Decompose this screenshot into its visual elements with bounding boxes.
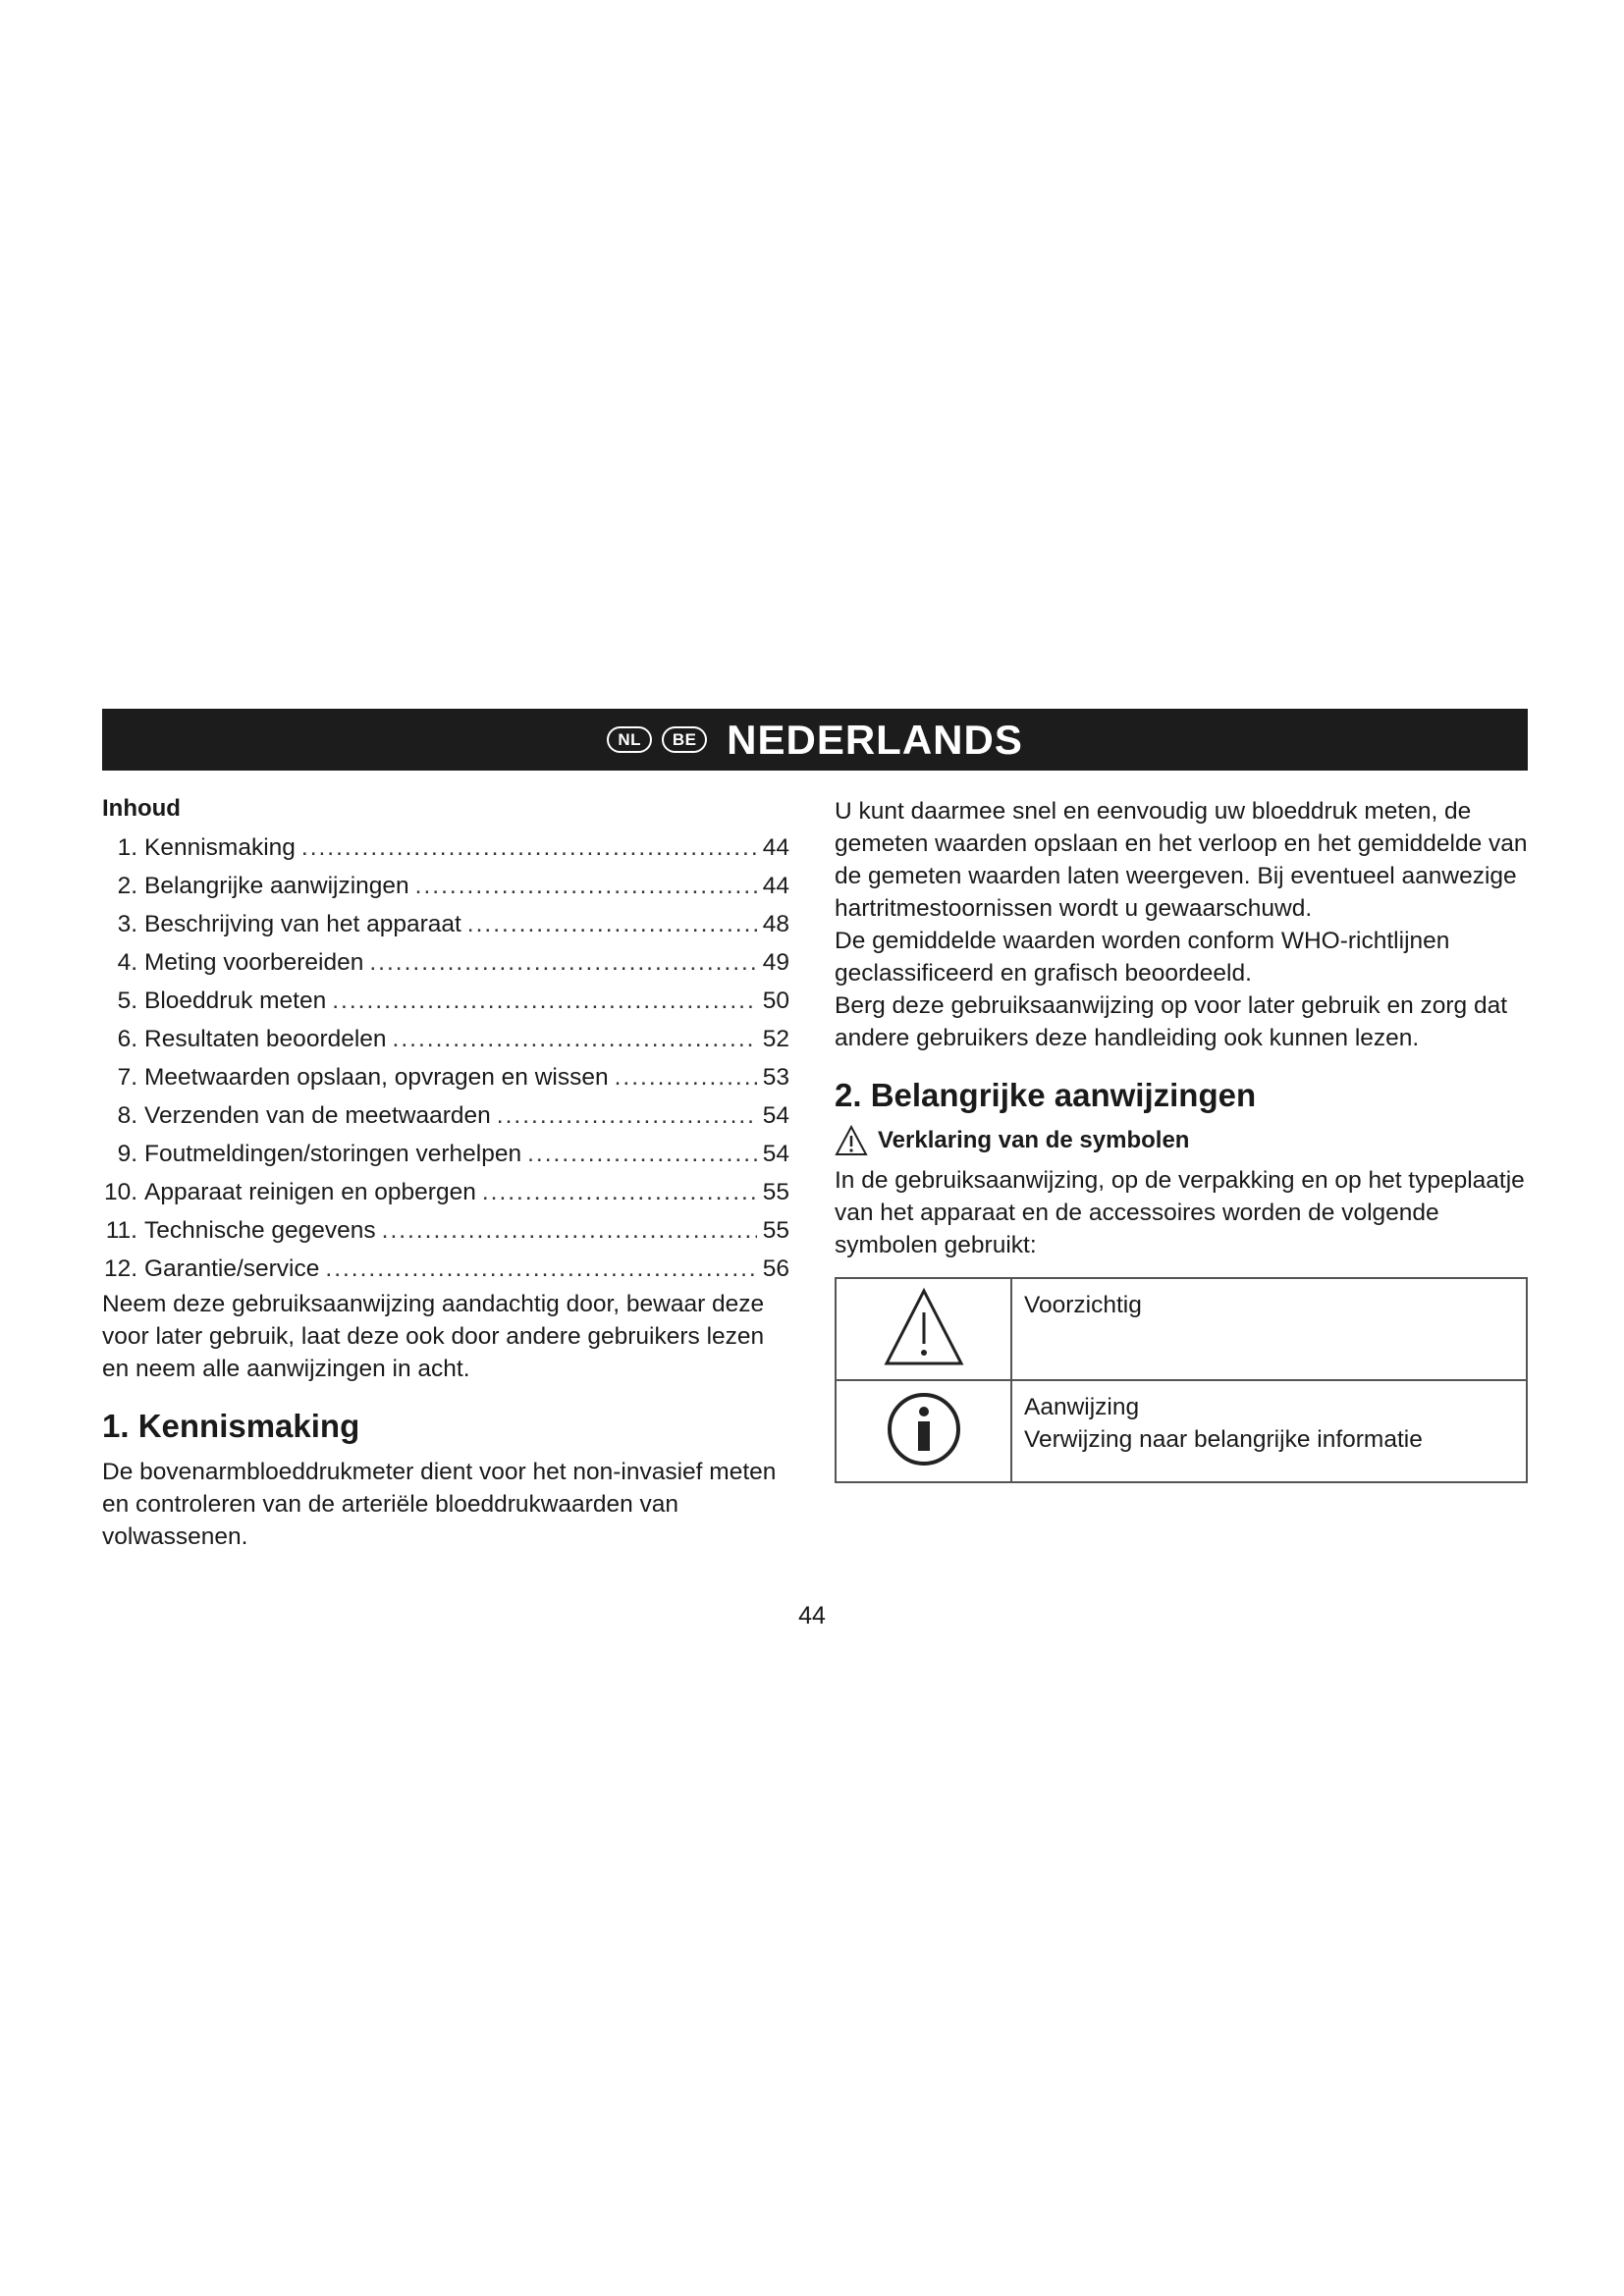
section-1-text: De bovenarmbloeddrukmeter dient voor het non-invasief meten en controleren van de arteriële bloeddrukwaarden van volwassenen. xyxy=(102,1459,777,1550)
toc-item: 2. Belangrijke aanwijzingen ..... 44 xyxy=(102,867,789,905)
intro-paragraph: Neem deze gebruiksaanwijzing aandachtig door, bewaar deze voor later gebruik, laat deze ook door andere gebruikers lezen en neem alle aanwijzingen in acht. xyxy=(102,1291,765,1382)
banner-title: NEDERLANDS xyxy=(727,716,1023,763)
section-1-title: 1. Kennismaking xyxy=(102,1408,360,1444)
toc-item: 6. Resultaten beoordelen ..... 52 xyxy=(102,1020,789,1058)
page-number: 44 xyxy=(798,1602,826,1629)
toc-item: 11. Technische gegevens ..... 55 xyxy=(102,1211,789,1250)
section-2-text: In de gebruiksaanwijzing, op de verpakking en op het typeplaatje van het apparaat en de accessoires worden de volgende symbolen gebruikt: xyxy=(835,1167,1525,1258)
nl-badge: NL xyxy=(607,726,652,753)
right-paragraph-1: U kunt daarmee snel en eenvoudig uw bloeddruk meten, de gemeten waarden opslaan en het verloop en het gemiddelde van de gemeten waarden laten weergeven. Bij eventueel aanwezige hartritmestoornissen wordt u gewaarschuwd. xyxy=(835,798,1528,922)
symbols-subtitle: Verklaring van de symbolen xyxy=(878,1127,1190,1153)
right-paragraph-3: Berg deze gebruiksaanwijzing op voor later gebruik en zorg dat andere gebruikers deze handleiding ook kunnen lezen. xyxy=(835,992,1508,1051)
language-banner xyxy=(102,709,1528,771)
table-of-contents xyxy=(102,828,789,1288)
toc-item: 12. Garantie/service ..... 56 xyxy=(102,1250,789,1288)
toc-item: 1. Kennismaking ..... 44 xyxy=(102,828,789,867)
section-2-title: 2. Belangrijke aanwijzingen xyxy=(835,1077,1257,1113)
symbol-desc: Verwijzing naar belangrijke informatie xyxy=(1024,1426,1423,1453)
toc-item: 9. Foutmeldingen/storingen verhelpen ..... 54 xyxy=(102,1135,789,1173)
symbol-cell xyxy=(836,1278,1011,1380)
warning-triangle-icon xyxy=(835,1125,868,1156)
toc-item: 3. Beschrijving van het apparaat ..... 48 xyxy=(102,905,789,943)
left-column xyxy=(102,795,789,1553)
right-column xyxy=(835,795,1528,1483)
be-badge: BE xyxy=(662,726,707,753)
symbol-title: Voorzichtig xyxy=(1024,1292,1142,1318)
symbol-title: Aanwijzing xyxy=(1024,1394,1140,1420)
toc-item: 10. Apparaat reinigen en opbergen ..... 55 xyxy=(102,1173,789,1211)
symbol-description xyxy=(1011,1278,1527,1380)
symbols-subheading xyxy=(835,1125,1528,1156)
toc-item: 4. Meting voorbereiden ..... 49 xyxy=(102,943,789,982)
table-row xyxy=(836,1380,1527,1482)
warning-triangle-icon xyxy=(883,1287,965,1367)
symbols-table xyxy=(835,1277,1528,1483)
info-circle-icon xyxy=(885,1390,963,1468)
right-paragraph-2: De gemiddelde waarden worden conform WHO-richtlijnen geclassificeerd en grafisch beoordeeld. xyxy=(835,928,1450,987)
toc-item: 7. Meetwaarden opslaan, opvragen en wissen ..... 53 xyxy=(102,1058,789,1096)
symbol-description xyxy=(1011,1380,1527,1482)
table-row xyxy=(836,1278,1527,1380)
toc-item: 5. Bloeddruk meten ..... 50 xyxy=(102,982,789,1020)
toc-heading: Inhoud xyxy=(102,795,181,822)
toc-item: 8. Verzenden van de meetwaarden ..... 54 xyxy=(102,1096,789,1135)
symbol-cell xyxy=(836,1380,1011,1482)
